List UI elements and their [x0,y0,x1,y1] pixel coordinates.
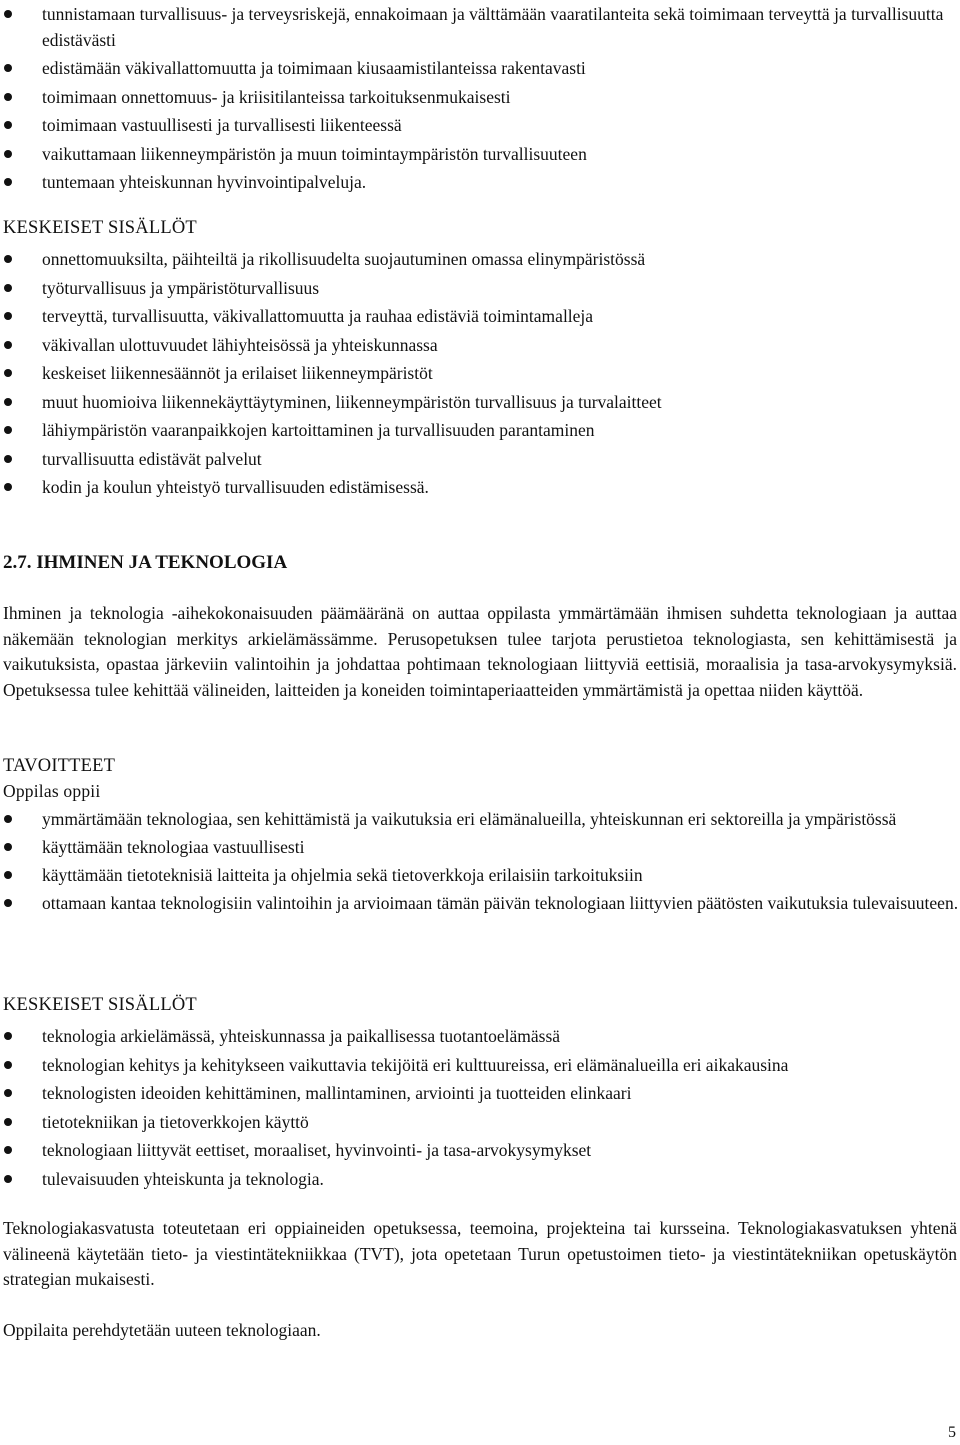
list-item: kodin ja koulun yhteistyö turvallisuuden edistämisessä. [0,473,960,502]
list-item: vaikuttamaan liikenneympäristön ja muun toimintaympäristön turvallisuuteen [0,140,960,169]
list-item: muut huomioiva liikennekäyttäytyminen, liikenneympäristön turvallisuus ja turvalaitteet [0,388,960,417]
page-number: 5 [948,1424,956,1441]
list-item: teknologiaan liittyvät eettiset, moraaliset, hyvinvointi- ja tasa-arvokysymykset [0,1136,960,1165]
tvt-paragraph: Teknologiakasvatusta toteutetaan eri oppiaineiden opetuksessa, teemoina, projekteina tai kursseina. Teknologiakasvatuksen yhtenä välineenä käytetään tieto- ja viestintätekniikkaa (TVT), jota opetetaan Turun opetustoimen tieto- ja viestintätekniikan opetuskäytön strategian mukaisesti. [3,1218,957,1289]
list-item: toimimaan onnettomuus- ja kriisitilanteissa tarkoituksenmukaisesti [0,83,960,112]
list-item: työturvallisuus ja ympäristöturvallisuus [0,274,960,303]
objectives-list [0,806,960,918]
list-item: keskeiset liikennesäännöt ja erilaiset liikenneympäristöt [0,359,960,388]
final-paragraph: Oppilaita perehdytetään uuteen teknologiaan. [3,1320,321,1340]
list-item: turvallisuutta edistävät palvelut [0,445,960,474]
list-item: tuntemaan yhteiskunnan hyvinvointipalveluja. [0,168,960,197]
heading-key-contents-2: KESKEISET SISÄLLÖT [3,995,197,1015]
heading-objectives: TAVOITTEET [3,756,116,776]
list-item: teknologisten ideoiden kehittäminen, mallintaminen, arviointi ja tuotteiden elinkaari [0,1079,960,1108]
list-item: väkivallan ulottuvuudet lähiyhteisössä ja yhteiskunnassa [0,331,960,360]
subheading-student-learns: Oppilas oppii [3,781,101,801]
objectives-list-continued [0,0,960,197]
list-item: tunnistamaan turvallisuus- ja terveysriskejä, ennakoimaan ja välttämään vaaratilanteita sekä toimimaan terveyttä ja turvallisuutta edistävästi [0,0,960,54]
list-item: tulevaisuuden yhteiskunta ja teknologia. [0,1165,960,1194]
key-contents-list-2 [0,1022,960,1193]
list-item: käyttämään tietoteknisiä laitteita ja ohjelmia sekä tietoverkkoja erilaisiin tarkoituksiin [0,862,960,888]
list-item: käyttämään teknologiaa vastuullisesti [0,834,960,860]
list-item: teknologian kehitys ja kehitykseen vaikuttavia tekijöitä eri kulttuureissa, eri elämänalueilla eri aikakausina [0,1051,960,1080]
list-item: tietotekniikan ja tietoverkkojen käyttö [0,1108,960,1137]
list-item: ottamaan kantaa teknologisiin valintoihin ja arvioimaan tämän päivän teknologiaan liittyvien päätösten vaikutuksia tulevaisuuteen. [0,890,960,916]
list-item: onnettomuuksilta, päihteiltä ja rikollisuudelta suojautuminen omassa elinympäristössä [0,245,960,274]
key-contents-list [0,245,960,502]
list-item: ymmärtämään teknologiaa, sen kehittämistä ja vaikutuksia eri elämänalueilla, yhteiskunnan eri sektoreilla ja ympäristössä [0,806,960,832]
intro-paragraph: Ihminen ja teknologia -aihekokonaisuuden päämääränä on auttaa oppilasta ymmärtämään ihmisen suhdetta teknologiaan ja auttaa näkemään teknologian merkitys arkielämässämme. Perusopetuksen tulee tarjota perustietoa teknologiasta, sen kehittämisestä ja vaikutuksista, opastaa järkeviin valintoihin ja johdattaa pohtimaan teknologiaan liittyviä eettisiä, moraalisia ja tasa-arvokysymyksiä. Opetuksessa tulee kehittää välineiden, laitteiden ja koneiden toimintaperiaatteiden ymmärtämistä ja opettaa niiden käyttöä. [3,603,957,700]
list-item: edistämään väkivallattomuutta ja toimimaan kiusaamistilanteissa rakentavasti [0,54,960,83]
heading-key-contents: KESKEISET SISÄLLÖT [3,218,197,238]
list-item: lähiympäristön vaaranpaikkojen kartoittaminen ja turvallisuuden parantaminen [0,416,960,445]
section-title: 2.7. IHMINEN JA TEKNOLOGIA [3,552,288,573]
list-item: terveyttä, turvallisuutta, väkivallattomuutta ja rauhaa edistäviä toimintamalleja [0,302,960,331]
list-item: toimimaan vastuullisesti ja turvallisesti liikenteessä [0,111,960,140]
list-item: teknologia arkielämässä, yhteiskunnassa ja paikallisessa tuotantoelämässä [0,1022,960,1051]
